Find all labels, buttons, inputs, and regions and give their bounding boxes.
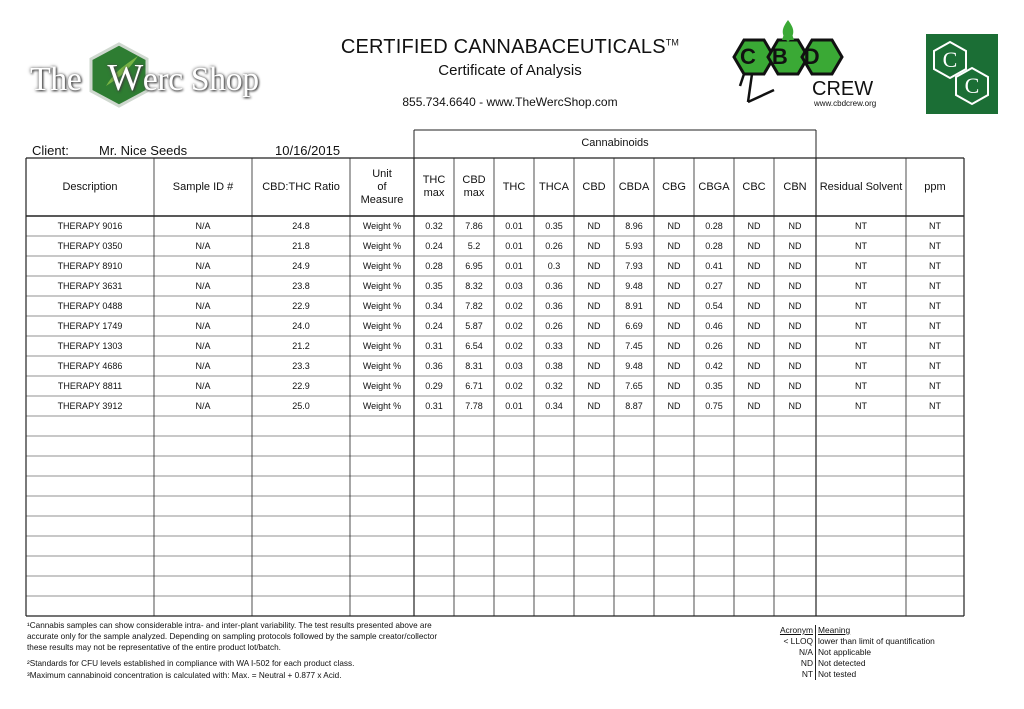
table-cell: 0.03: [505, 281, 523, 291]
table-cell: 24.0: [292, 321, 310, 331]
table-cell: NT: [855, 241, 867, 251]
table-cell: ND: [587, 341, 601, 351]
table-cell: NT: [855, 321, 867, 331]
table-cell: NT: [929, 381, 941, 391]
legend-row: < LLOQ lower than limit of quantification: [773, 636, 935, 647]
table-cell: 0.42: [705, 361, 723, 371]
table-cell: 22.9: [292, 301, 310, 311]
table-cell: Weight %: [362, 281, 402, 291]
table-cell: 0.35: [545, 221, 563, 231]
table-cell: 0.36: [545, 281, 563, 291]
row-description: THERAPY 8811: [57, 381, 123, 391]
table-cell: 0.26: [545, 321, 563, 331]
column-header: CBD max: [462, 174, 486, 199]
row-description: THERAPY 1303: [57, 341, 123, 351]
table-cell: ND: [667, 401, 681, 411]
table-cell: ND: [747, 241, 761, 251]
table-cell: NT: [929, 281, 941, 291]
column-header: CBDA: [618, 180, 650, 193]
table-cell: 7.86: [465, 221, 483, 231]
column-header: Residual Solvent: [819, 180, 903, 193]
table-cell: 5.2: [467, 241, 481, 251]
table-cell: 0.75: [705, 401, 723, 411]
table-cell: ND: [667, 241, 681, 251]
table-cell: ND: [747, 301, 761, 311]
table-cell: Weight %: [362, 381, 402, 391]
table-cell: NT: [855, 281, 867, 291]
table-cell: ND: [788, 321, 802, 331]
table-cell: 6.54: [465, 341, 483, 351]
werc-shop-logo: [30, 42, 280, 112]
table-cell: NT: [929, 261, 941, 271]
table-cell: ND: [587, 301, 601, 311]
table-cell: 0.02: [505, 381, 523, 391]
cc-hexagon-icon: [926, 34, 998, 114]
row-description: THERAPY 0350: [57, 241, 123, 251]
table-cell: N/A: [195, 301, 211, 311]
legend-header: Acronym Meaning: [773, 625, 935, 636]
cbd-crew-text: CREW: [812, 78, 874, 100]
table-cell: 8.87: [625, 401, 643, 411]
table-cell: ND: [587, 361, 601, 371]
table-cell: ND: [667, 281, 681, 291]
table-cell: ND: [788, 241, 802, 251]
table-cell: 22.9: [292, 381, 310, 391]
footnote-3: ³Maximum cannabinoid concentration is calculated with: Max. = Neutral + 0.877 x Acid.: [27, 671, 342, 680]
table-cell: ND: [587, 281, 601, 291]
table-cell: ND: [667, 301, 681, 311]
table-cell: 0.28: [705, 221, 723, 231]
table-cell: NT: [855, 381, 867, 391]
column-header: CBGA: [698, 180, 730, 193]
table-cell: NT: [855, 401, 867, 411]
table-cell: 9.48: [625, 361, 643, 371]
table-cell: ND: [788, 261, 802, 271]
table-cell: N/A: [195, 241, 211, 251]
table-cell: 0.01: [505, 401, 523, 411]
table-cell: ND: [747, 261, 761, 271]
table-cell: 0.34: [545, 401, 563, 411]
table-cell: ND: [667, 261, 681, 271]
table-cell: 0.29: [425, 381, 443, 391]
table-cell: 8.32: [465, 281, 483, 291]
table-cell: NT: [855, 261, 867, 271]
table-cell: Weight %: [362, 221, 402, 231]
column-header: CBD: [582, 180, 606, 193]
document-subtitle: Certificate of Analysis: [438, 62, 582, 79]
table-cell: Weight %: [362, 301, 402, 311]
table-cell: ND: [747, 281, 761, 291]
table-cell: 0.31: [425, 401, 443, 411]
table-cell: ND: [667, 361, 681, 371]
table-cell: 0.01: [505, 221, 523, 231]
table-cell: 0.03: [505, 361, 523, 371]
table-cell: 7.45: [625, 341, 643, 351]
table-cell: N/A: [195, 281, 211, 291]
table-cell: ND: [587, 261, 601, 271]
table-cell: 6.71: [465, 381, 483, 391]
table-cell: 8.91: [625, 301, 643, 311]
table-cell: 0.31: [425, 341, 443, 351]
table-cell: ND: [747, 321, 761, 331]
table-cell: 24.8: [292, 221, 310, 231]
table-cell: 7.65: [625, 381, 643, 391]
table-cell: 0.01: [505, 261, 523, 271]
table-cell: 0.36: [545, 301, 563, 311]
table-cell: ND: [747, 341, 761, 351]
table-cell: 0.02: [505, 341, 523, 351]
row-description: THERAPY 4686: [57, 361, 123, 371]
column-header: Unit of Measure: [360, 167, 404, 206]
table-cell: N/A: [195, 261, 211, 271]
table-cell: 8.96: [625, 221, 643, 231]
table-cell: 0.3: [547, 261, 561, 271]
table-cell: ND: [747, 381, 761, 391]
table-cell: 9.48: [625, 281, 643, 291]
table-cell: ND: [587, 221, 601, 231]
table-cell: 0.26: [705, 341, 723, 351]
cbd-logo-text: CBD: [740, 44, 836, 69]
table-cell: NT: [929, 321, 941, 331]
cc-letter-bottom: C: [964, 73, 980, 98]
table-cell: 0.35: [705, 381, 723, 391]
document-header: [300, 36, 720, 109]
table-cell: 7.82: [465, 301, 483, 311]
table-cell: 0.33: [545, 341, 563, 351]
table-cell: NT: [929, 241, 941, 251]
column-header: THC max: [422, 174, 446, 199]
table-cell: 0.27: [705, 281, 723, 291]
table-cell: 8.31: [465, 361, 483, 371]
table-cell: ND: [747, 221, 761, 231]
table-cell: Weight %: [362, 341, 402, 351]
acronym-legend: [773, 625, 935, 680]
table-cell: ND: [788, 281, 802, 291]
table-cell: N/A: [195, 401, 211, 411]
table-cell: 0.34: [425, 301, 443, 311]
table-cell: NT: [929, 341, 941, 351]
table-cell: 0.26: [545, 241, 563, 251]
table-cell: NT: [929, 401, 941, 411]
document-title: CERTIFIED CANNABACEUTICALS™: [340, 36, 680, 58]
table-cell: Weight %: [362, 321, 402, 331]
table-cell: Weight %: [362, 361, 402, 371]
table-cell: 0.28: [705, 241, 723, 251]
column-header: CBG: [662, 180, 686, 193]
table-cell: ND: [667, 341, 681, 351]
table-cell: 21.8: [292, 241, 310, 251]
table-cell: N/A: [195, 341, 211, 351]
table-cell: 0.02: [505, 301, 523, 311]
table-cell: ND: [788, 381, 802, 391]
row-description: THERAPY 1749: [57, 321, 123, 331]
table-cell: 23.3: [292, 361, 310, 371]
table-cell: Weight %: [362, 241, 402, 251]
table-cell: ND: [667, 221, 681, 231]
table-cell: ND: [587, 381, 601, 391]
table-cell: ND: [788, 221, 802, 231]
table-cell: ND: [667, 381, 681, 391]
row-description: THERAPY 3631: [57, 281, 123, 291]
table-cell: Weight %: [362, 261, 402, 271]
table-cell: N/A: [195, 361, 211, 371]
table-cell: 25.0: [292, 401, 310, 411]
column-header: CBD:THC Ratio: [262, 180, 340, 193]
row-description: THERAPY 3912: [57, 401, 123, 411]
table-cell: 0.02: [505, 321, 523, 331]
table-cell: 0.54: [705, 301, 723, 311]
table-cell: NT: [855, 341, 867, 351]
cbd-crew-url: www.cbdcrew.org: [814, 99, 877, 108]
table-cell: 23.8: [292, 281, 310, 291]
table-cell: NT: [929, 301, 941, 311]
table-cell: 6.69: [625, 321, 643, 331]
footnote-1: ¹Cannabis samples can show considerable intra- and inter-plant variability. The test results presented above are accurate only for the sample analyzed. Depending on sampling protocols followed by the sample creator/collector these results may not be representative of the entire product lot/batch.: [27, 621, 438, 652]
table-cell: ND: [587, 241, 601, 251]
cbd-crew-logo: [722, 20, 892, 120]
table-cell: 0.36: [425, 361, 443, 371]
table-cell: 0.24: [425, 321, 443, 331]
row-description: THERAPY 9016: [57, 221, 123, 231]
table-cell: ND: [667, 321, 681, 331]
table-cell: NT: [929, 221, 941, 231]
client-name: Mr. Nice Seeds: [99, 143, 188, 158]
table-cell: ND: [788, 341, 802, 351]
column-header: Sample ID #: [172, 180, 234, 193]
table-cell: N/A: [195, 221, 211, 231]
table-cell: 21.2: [292, 341, 310, 351]
table-cell: ND: [587, 401, 601, 411]
contact-line: 855.734.6640 - www.TheWercShop.com: [402, 95, 618, 109]
table-cell: N/A: [195, 321, 211, 331]
table-cell: ND: [788, 361, 802, 371]
column-header: ppm: [924, 180, 946, 193]
table-cell: 5.87: [465, 321, 483, 331]
cc-logo: [926, 34, 998, 114]
table-cell: 5.93: [625, 241, 643, 251]
column-header: Description: [62, 180, 118, 193]
column-header: THC: [502, 180, 526, 193]
table-cell: ND: [788, 401, 802, 411]
column-header: CBN: [783, 180, 807, 193]
row-description: THERAPY 0488: [57, 301, 123, 311]
table-cell: NT: [855, 361, 867, 371]
table-cell: NT: [855, 301, 867, 311]
cc-letter-top: C: [942, 47, 958, 72]
footnote-2: ²Standards for CFU levels established in compliance with WA I-502 for each product class.: [27, 659, 355, 668]
client-label: Client:: [32, 143, 69, 158]
legend-row: ND Not detected: [773, 658, 935, 669]
legend-row: NT Not tested: [773, 669, 935, 680]
table-cell: NT: [855, 221, 867, 231]
cannabinoids-group-label: Cannabinoids: [581, 137, 649, 149]
werc-logo-text: The Werc Shop: [30, 57, 259, 99]
table-cell: 0.24: [425, 241, 443, 251]
table-cell: Weight %: [362, 401, 402, 411]
table-cell: 0.35: [425, 281, 443, 291]
table-cell: 24.9: [292, 261, 310, 271]
table-cell: ND: [747, 401, 761, 411]
table-cell: 0.32: [545, 381, 563, 391]
table-cell: 7.93: [625, 261, 643, 271]
table-cell: 7.78: [465, 401, 483, 411]
client-date: 10/16/2015: [275, 143, 341, 158]
table-cell: 0.46: [705, 321, 723, 331]
cbd-hexagon-icon: [722, 20, 892, 120]
table-cell: ND: [587, 321, 601, 331]
table-cell: 0.01: [505, 241, 523, 251]
table-cell: 0.32: [425, 221, 443, 231]
table-cell: ND: [788, 301, 802, 311]
table-cell: N/A: [195, 381, 211, 391]
table-cell: NT: [929, 361, 941, 371]
table-cell: 6.95: [465, 261, 483, 271]
table-cell: 0.41: [705, 261, 723, 271]
table-cell: 0.28: [425, 261, 443, 271]
column-header: THCA: [539, 180, 569, 193]
table-cell: 0.38: [545, 361, 563, 371]
column-header: CBC: [742, 180, 766, 193]
legend-row: N/A Not applicable: [773, 647, 935, 658]
table-cell: ND: [747, 361, 761, 371]
row-description: THERAPY 8910: [57, 261, 123, 271]
